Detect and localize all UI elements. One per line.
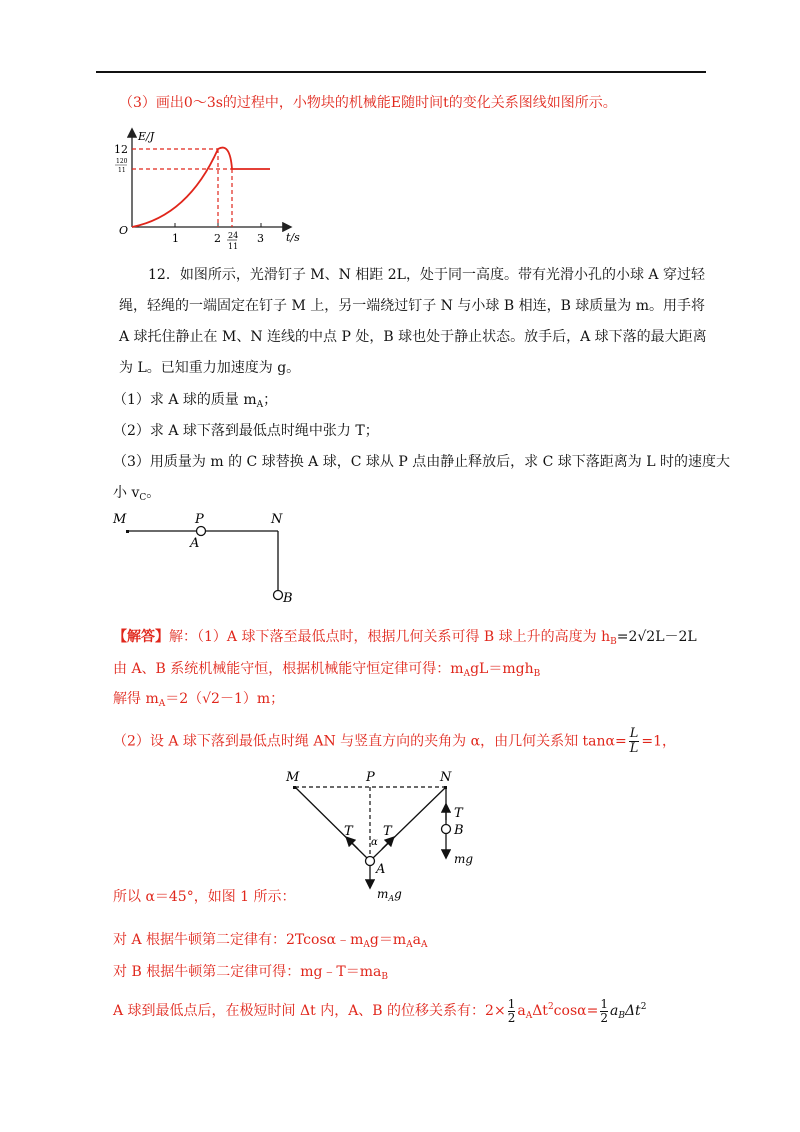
fig2-T-left: T	[344, 824, 353, 839]
answer-line-4: （2）设 A 球下落到最低点时绳 AN 与竖直方向的夹角为 α，由几何关系知 tanα= $\frac{L}{L}$ =1，	[113, 726, 676, 756]
fig1-label-A: A	[190, 536, 200, 551]
fig2-label-N: N	[440, 770, 452, 785]
tension-right	[382, 838, 393, 849]
problem-line-4: 为 L。已知重力加速度为 g。	[119, 360, 301, 376]
fig2-label-P: P	[366, 770, 375, 785]
question-3: （3）用质量为 m 的 C 球替换 A 球，C 球从 P 点由静止释放后，求 C 球下落距离为 L 时的速度大	[113, 454, 730, 470]
tension-left	[347, 838, 358, 849]
answer-line-6: 对 A 根据牛顿第二定律有：$2Tcos\alpha﹣m_Ag=m_Aa_A$	[113, 932, 428, 950]
force-diagram	[280, 765, 510, 905]
fig2-mAg: $m_Ag$	[377, 887, 402, 903]
answer-line-3: 解得 $m_A=2(√2-1)m$；	[113, 691, 285, 709]
energy-time-chart	[108, 124, 313, 254]
y-tick-special-num: 120	[116, 158, 128, 165]
fig2-label-B: B	[454, 823, 464, 838]
x-tick-special-num: 24	[228, 231, 239, 240]
y-tick-12: 12	[114, 143, 128, 156]
problem-line-1: 12．如图所示，光滑钉子 M、N 相距 2L，处于同一高度。带有光滑小孔的小球 A 穿过轻	[148, 267, 705, 283]
fig1-label-P: P	[195, 512, 204, 527]
fig2-label-M: M	[286, 770, 300, 785]
x-tick-1: 1	[172, 232, 179, 245]
fig2-ball-B	[442, 825, 451, 834]
fig2-ball-A	[366, 857, 375, 866]
x-tick-special-den: 11	[228, 242, 239, 251]
answer-line-8: A 球到最低点后，在极短时间 Δt 内，A、B 的位移关系有：2× $\frac{1}{2}$ $a_A\Delta t^2\cos\alpha=$ $\frac{1}{2}$ $a_B\Delta t^2$	[113, 996, 647, 1025]
fig2-T-B: T	[454, 806, 463, 821]
energy-curve	[132, 148, 270, 227]
answer-line-2: 由 A、B 系统机械能守恒，根据机械能守恒定律可得：$m_AgL=mgh_B$	[113, 661, 541, 679]
fig2-label-A: A	[376, 862, 386, 877]
ball-A	[197, 527, 206, 536]
fig1-label-M: M	[113, 512, 127, 527]
question-2: （2）求 A 球下落到最低点时绳中张力 T；	[113, 423, 379, 439]
q3-text: （3）画出0～3s的过程中，小物块的机械能E随时间t的变化关系图线如图所示。	[119, 95, 617, 111]
fig2-mg: mg	[454, 852, 474, 866]
question-1: （1）求 A 球的质量 $m_A$；	[113, 392, 278, 410]
x-tick-2: 2	[214, 232, 221, 245]
ball-B	[274, 591, 283, 600]
fig1-label-B: B	[283, 591, 293, 605]
fig2-T-right: T	[383, 824, 392, 839]
x-tick-3: 3	[257, 232, 264, 245]
answer-line-1: 【解答】解：（1）A 球下落至最低点时，根据几何关系可得 B 球上升的高度为 $h_B=2√2L-2L$	[113, 629, 697, 647]
problem-figure	[110, 505, 310, 605]
fig1-label-N: N	[271, 512, 283, 527]
y-axis-label: E/J	[138, 130, 155, 143]
fig2-alpha: α	[371, 837, 378, 848]
answer-line-7: 对 B 根据牛顿第二定律可得：$mg﹣T=ma_B$	[113, 964, 389, 982]
problem-line-3: A 球托住静止在 M、N 连线的中点 P 处，B 球也处于静止状态。放手后，A 球下落的最大距离	[119, 329, 707, 345]
question-3-cont: 小 $v_C$。	[113, 485, 161, 503]
x-axis-label: t/s	[286, 231, 300, 244]
origin-label: O	[119, 224, 129, 237]
answer-line-5: 所以 α＝45°，如图 1 所示：	[113, 889, 296, 905]
header-rule	[96, 71, 706, 73]
problem-line-2: 绳，轻绳的一端固定在钉子 M 上，另一端绕过钉子 N 与小球 B 相连，B 球质量为 m。用手将	[119, 298, 706, 314]
y-tick-special-den: 11	[118, 167, 126, 174]
